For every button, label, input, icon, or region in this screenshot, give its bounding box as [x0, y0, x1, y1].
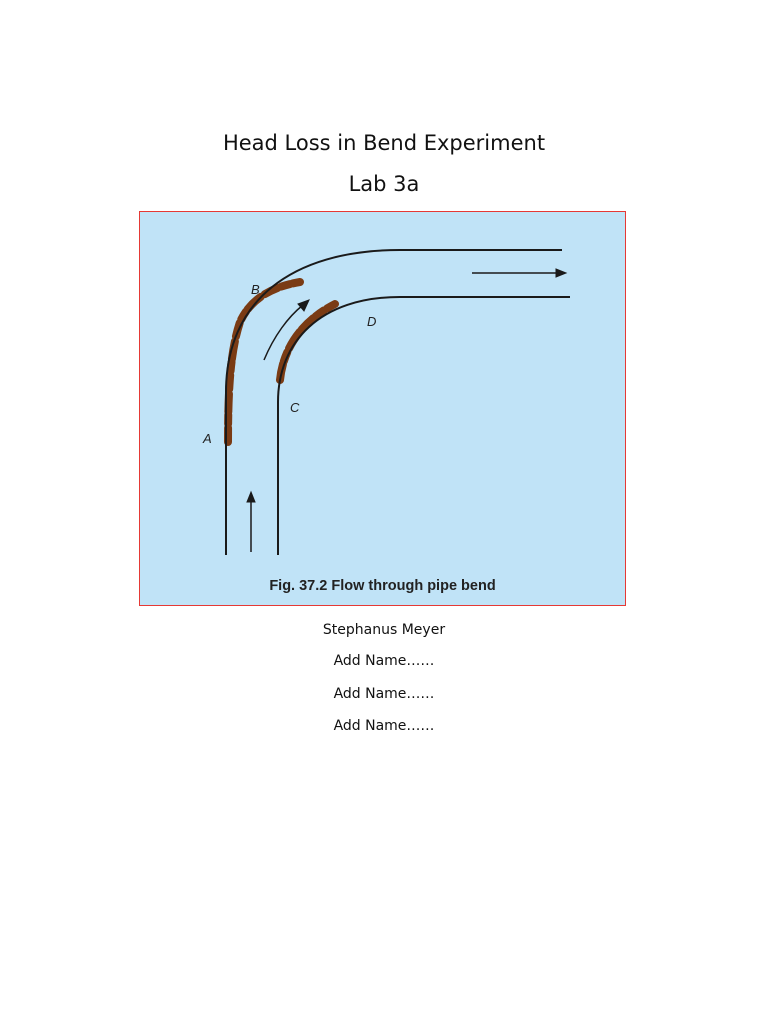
flow-arrow-horizontal: [472, 269, 566, 277]
inner-wall-deposit: [280, 304, 335, 380]
author-name-placeholder: Add Name……: [333, 653, 435, 669]
document-title: Head Loss in Bend Experiment: [222, 131, 546, 155]
point-d-label: D: [367, 314, 377, 329]
document-subtitle: Lab 3a: [348, 172, 420, 196]
outer-wall-deposit: [228, 282, 300, 442]
outer-pipe-wall: [226, 250, 562, 555]
author-name-placeholder: Add Name……: [333, 686, 435, 702]
pipe-bend-diagram: [140, 212, 627, 607]
point-b-label: B: [251, 282, 260, 297]
inner-pipe-wall: [278, 297, 570, 555]
flow-arrow-vertical: [247, 492, 255, 552]
point-c-label: C: [290, 400, 300, 415]
point-a-label: A: [203, 431, 212, 446]
author-name-placeholder: Add Name……: [333, 718, 435, 734]
pipe-bend-figure: [139, 211, 626, 606]
figure-caption: Fig. 37.2 Flow through pipe bend: [269, 578, 496, 594]
author-name: Stephanus Meyer: [322, 622, 446, 638]
